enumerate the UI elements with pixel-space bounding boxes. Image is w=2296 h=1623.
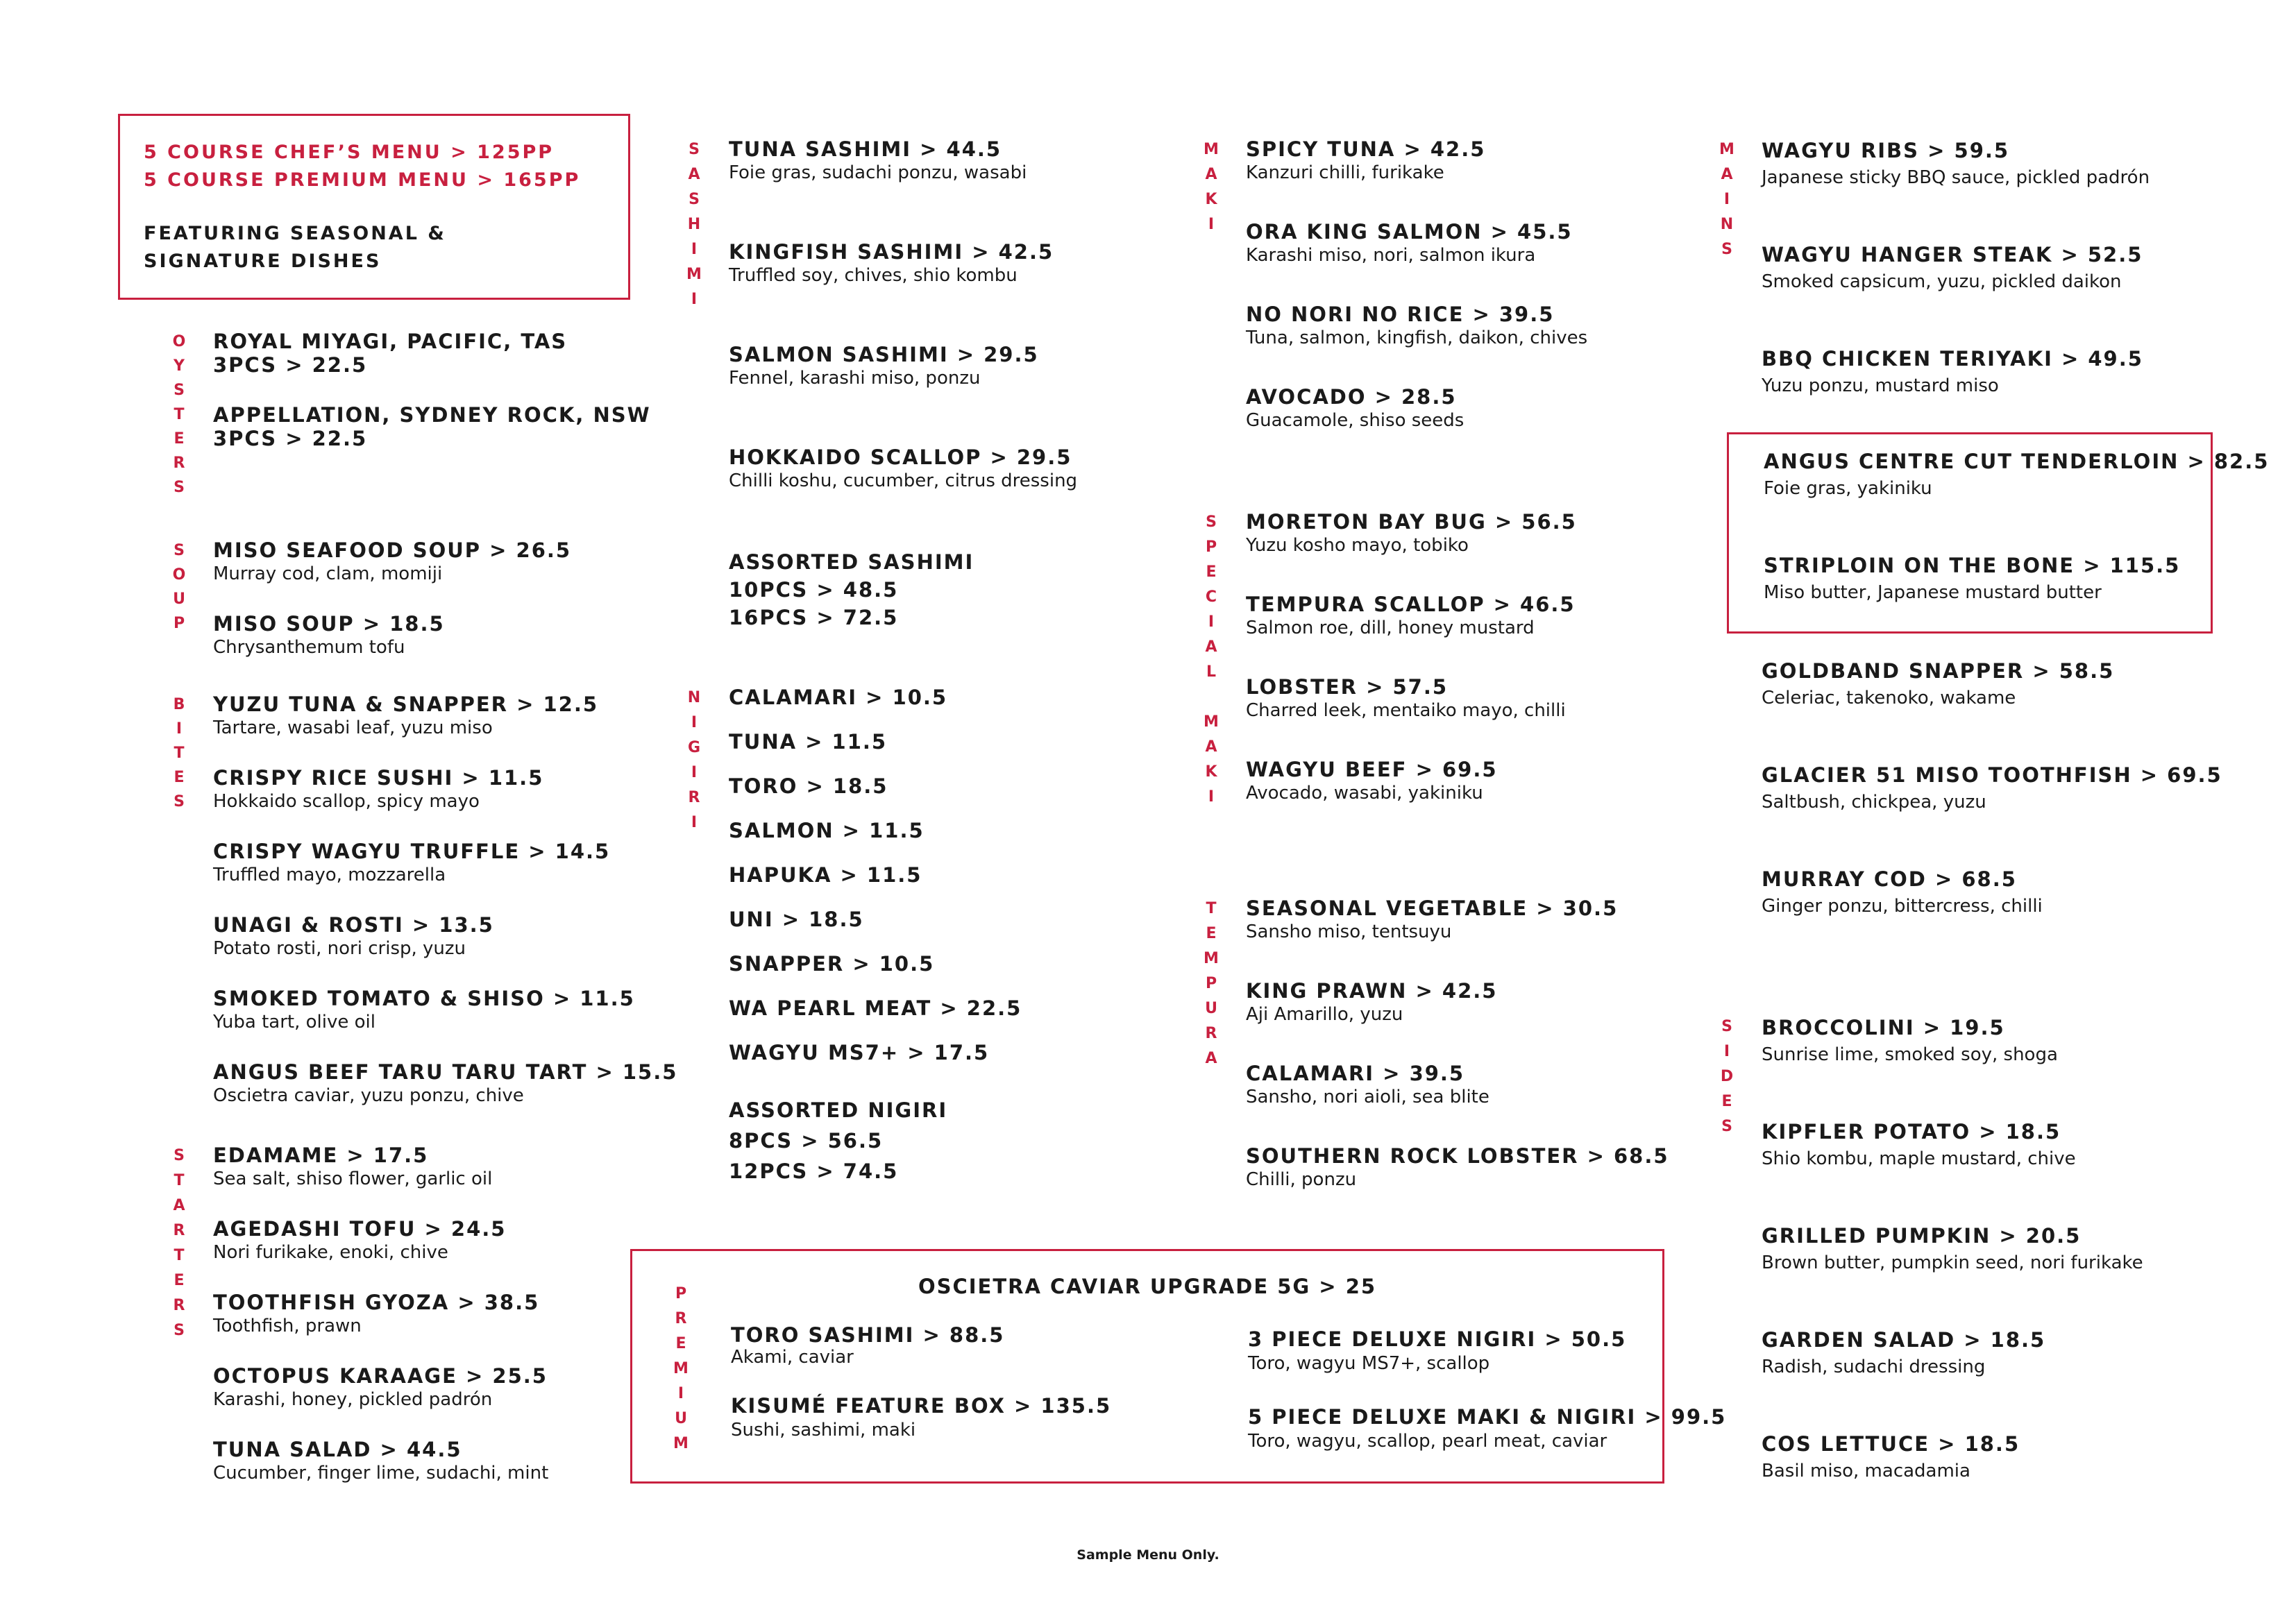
sample-menu-note: Sample Menu Only. xyxy=(1077,1547,1219,1563)
item-name: WAGYU HANGER STEAK > 52.5 xyxy=(1762,243,2143,266)
item-name: BBQ CHICKEN TERIYAKI > 49.5 xyxy=(1762,347,2143,371)
item-name: MORETON BAY BUG > 56.5 xyxy=(1246,510,1577,534)
item-desc: Ginger ponzu, bittercress, chilli xyxy=(1762,896,2043,917)
menu-item xyxy=(1762,1327,2289,1381)
item-desc: Celeriac, takenoko, wakame xyxy=(1762,688,2016,708)
item-name: WAGYU BEEF > 69.5 xyxy=(1246,758,1498,781)
item-desc: Foie gras, sudachi ponzu, wasabi xyxy=(729,162,1027,183)
item-name: ASSORTED SASHIMI xyxy=(729,550,974,574)
menu-item xyxy=(1246,758,1773,805)
item-name: MISO SEAFOOD SOUP > 26.5 xyxy=(213,538,572,562)
item-desc: Akami, caviar xyxy=(731,1347,854,1368)
item-desc: Charred leek, mentaiko mayo, chilli xyxy=(1246,700,1566,721)
section-label-sashimi: S A S H I M I xyxy=(686,141,702,308)
menu-item xyxy=(1248,1327,1775,1376)
section-label-special-maki: S P E C I A L M A K I xyxy=(1204,513,1219,806)
menu-item xyxy=(1762,1223,2289,1277)
item-desc: Sea salt, shiso flower, garlic oil xyxy=(213,1169,493,1189)
item-name: WAGYU RIBS > 59.5 xyxy=(1762,139,2010,162)
menu-item xyxy=(1246,675,1773,722)
menu-item xyxy=(213,1144,741,1191)
item-name: 3 PIECE DELUXE NIGIRI > 50.5 xyxy=(1248,1327,1627,1351)
section-label-sides: S I D E S xyxy=(1720,1018,1734,1135)
menu-item xyxy=(1246,979,1773,1026)
menu-item xyxy=(213,1060,741,1107)
menu-item xyxy=(729,343,1256,390)
menu-item xyxy=(1762,241,2289,296)
featuring-line: FEATURING SEASONAL & xyxy=(144,223,446,244)
item-desc: Basil miso, macadamia xyxy=(1762,1461,1970,1481)
nigiri-item: WAGYU MS7+ > 17.5 xyxy=(729,1041,990,1064)
menu-item xyxy=(213,766,741,813)
menu-item xyxy=(1762,1431,2289,1485)
item-desc: Chilli, ponzu xyxy=(1246,1169,1357,1190)
item-option: 8PCS > 56.5 xyxy=(729,1129,884,1153)
nigiri-item: HAPUKA > 11.5 xyxy=(729,863,922,887)
section-label-soup: S O U P xyxy=(172,542,186,632)
item-name: SOUTHERN ROCK LOBSTER > 68.5 xyxy=(1246,1144,1669,1168)
item-name: NO NORI NO RICE > 39.5 xyxy=(1246,303,1555,326)
nigiri-item: TUNA > 11.5 xyxy=(729,730,888,754)
section-label-tempura: T E M P U R A xyxy=(1204,900,1219,1067)
menu-item xyxy=(213,403,741,450)
nigiri-item: WA PEARL MEAT > 22.5 xyxy=(729,996,1022,1020)
item-name: GLACIER 51 MISO TOOTHFISH > 69.5 xyxy=(1762,763,2222,787)
section-label-starters: S T A R T E R S xyxy=(173,1147,185,1339)
item-name: CRISPY RICE SUSHI > 11.5 xyxy=(213,766,544,790)
menu-item xyxy=(1246,220,1773,267)
item-name: GARDEN SALAD > 18.5 xyxy=(1762,1328,2046,1352)
menu-item xyxy=(213,840,741,887)
item-name: SPICY TUNA > 42.5 xyxy=(1246,137,1486,161)
item-name: ANGUS CENTRE CUT TENDERLOIN > 82.5 xyxy=(1764,450,2270,473)
menu-item xyxy=(213,330,741,377)
item-name: COS LETTUCE > 18.5 xyxy=(1762,1432,2020,1456)
section-label-nigiri: N I G I R I xyxy=(687,689,701,831)
menu-item-assorted-nigiri xyxy=(729,1095,1256,1187)
item-name: BROCCOLINI > 19.5 xyxy=(1762,1016,2005,1039)
item-name: AVOCADO > 28.5 xyxy=(1246,385,1457,409)
section-label-bites: B I T E S xyxy=(173,696,185,810)
item-desc: Brown butter, pumpkin seed, nori furikake xyxy=(1762,1252,2143,1273)
item-name: MURRAY COD > 68.5 xyxy=(1762,867,2017,891)
item-desc: Saltbush, chickpea, yuzu xyxy=(1762,792,1986,813)
item-name: KIPFLER POTATO > 18.5 xyxy=(1762,1120,2061,1144)
item-name: UNAGI & ROSTI > 13.5 xyxy=(213,913,494,937)
item-desc: Chilli koshu, cucumber, citrus dressing xyxy=(729,470,1078,491)
item-name: TUNA SALAD > 44.5 xyxy=(213,1438,462,1461)
caviar-upgrade-box xyxy=(630,1249,1727,1484)
item-desc: Sansho, nori aioli, sea blite xyxy=(1246,1087,1489,1107)
premium-cuts-box xyxy=(1727,432,2270,634)
item-name: ROYAL MIYAGI, PACIFIC, TAS xyxy=(213,330,568,353)
item-desc: Tuna, salmon, kingfish, daikon, chives xyxy=(1246,328,1588,348)
nigiri-item: SALMON > 11.5 xyxy=(729,819,925,842)
menu-item xyxy=(1764,448,2291,502)
menu-item xyxy=(1762,1014,2289,1069)
item-price: 3PCS > 22.5 xyxy=(213,353,368,377)
section-label-premium: P R E M I U M xyxy=(673,1285,689,1452)
caviar-upgrade-title: OSCIETRA CAVIAR UPGRADE 5G > 25 xyxy=(918,1275,1377,1298)
item-desc: Shio kombu, maple mustard, chive xyxy=(1762,1148,2076,1169)
menu-item xyxy=(1248,1405,1775,1454)
item-name: TUNA SASHIMI > 44.5 xyxy=(729,137,1002,161)
item-desc: Tartare, wasabi leaf, yuzu miso xyxy=(213,717,493,738)
menu-item xyxy=(1764,552,2291,606)
nigiri-item: SNAPPER > 10.5 xyxy=(729,952,935,976)
menu-item xyxy=(1246,303,1773,350)
item-name: LOBSTER > 57.5 xyxy=(1246,675,1449,699)
menu-item xyxy=(731,1394,1258,1443)
item-desc: Radish, sudachi dressing xyxy=(1762,1357,1986,1377)
item-option: 12PCS > 74.5 xyxy=(729,1159,899,1183)
item-desc: Sunrise lime, smoked soy, shoga xyxy=(1762,1044,2058,1065)
menu-item xyxy=(1762,137,2289,192)
menu-item xyxy=(1762,346,2289,400)
item-name: TOOTHFISH GYOZA > 38.5 xyxy=(213,1291,540,1314)
item-desc: Fennel, karashi miso, ponzu xyxy=(729,368,981,389)
item-desc: Truffled soy, chives, shio kombu xyxy=(729,265,1018,286)
item-desc: Truffled mayo, mozzarella xyxy=(213,865,446,885)
menu-item xyxy=(1246,1144,1773,1191)
item-name: GOLDBAND SNAPPER > 58.5 xyxy=(1762,659,2115,683)
menu-item xyxy=(731,1323,1258,1368)
item-name: STRIPLOIN ON THE BONE > 115.5 xyxy=(1764,554,2181,577)
menu-item xyxy=(213,692,741,740)
chef-menu-box xyxy=(118,114,630,300)
menu-item xyxy=(729,240,1256,287)
item-desc: Sansho miso, tentsuyu xyxy=(1246,921,1452,942)
menu-item xyxy=(1762,658,2289,712)
item-name: HOKKAIDO SCALLOP > 29.5 xyxy=(729,445,1072,469)
menu-item xyxy=(1762,1119,2289,1173)
menu-item xyxy=(1246,897,1773,944)
item-name: ANGUS BEEF TARU TARU TART > 15.5 xyxy=(213,1060,678,1084)
menu-item xyxy=(213,913,741,960)
menu-item xyxy=(729,445,1256,493)
item-desc: Karashi, honey, pickled padrón xyxy=(213,1389,493,1410)
menu-item xyxy=(213,538,741,586)
menu-item xyxy=(213,987,741,1034)
item-price: 3PCS > 22.5 xyxy=(213,427,368,450)
item-desc: Smoked capsicum, yuzu, pickled daikon xyxy=(1762,271,2122,292)
item-name: ASSORTED NIGIRI xyxy=(729,1098,948,1122)
item-name: YUZU TUNA & SNAPPER > 12.5 xyxy=(213,692,599,716)
item-desc: Japanese sticky BBQ sauce, pickled padrón xyxy=(1762,167,2150,188)
menu-item xyxy=(1762,762,2289,816)
item-desc: Kanzuri chilli, furikake xyxy=(1246,162,1444,183)
item-desc: Cucumber, finger lime, sudachi, mint xyxy=(213,1463,549,1484)
item-desc: Yuzu kosho mayo, tobiko xyxy=(1246,535,1469,556)
item-name: KINGFISH SASHIMI > 42.5 xyxy=(729,240,1054,264)
item-desc: Nori furikake, enoki, chive xyxy=(213,1242,448,1263)
item-desc: Guacamole, shiso seeds xyxy=(1246,410,1464,431)
item-name: ORA KING SALMON > 45.5 xyxy=(1246,220,1573,244)
item-name: SMOKED TOMATO & SHISO > 11.5 xyxy=(213,987,635,1010)
item-desc: Sushi, sashimi, maki xyxy=(731,1420,916,1441)
menu-item-assorted-sashimi xyxy=(729,548,1256,631)
item-desc: Toro, wagyu MS7+, scallop xyxy=(1248,1353,1490,1374)
item-name: GRILLED PUMPKIN > 20.5 xyxy=(1762,1224,2082,1248)
item-desc: Hokkaido scallop, spicy mayo xyxy=(213,791,480,812)
item-name: SALMON SASHIMI > 29.5 xyxy=(729,343,1039,366)
item-name: EDAMAME > 17.5 xyxy=(213,1144,429,1167)
signature-line: SIGNATURE DISHES xyxy=(144,250,382,272)
item-desc: Potato rosti, nori crisp, yuzu xyxy=(213,938,466,959)
item-name: SEASONAL VEGETABLE > 30.5 xyxy=(1246,897,1619,920)
chef-menu-line: 5 COURSE CHEF’S MENU > 125PP xyxy=(144,142,555,163)
menu-item xyxy=(213,612,741,659)
item-desc: Murray cod, clam, momiji xyxy=(213,563,443,584)
item-desc: Toothfish, prawn xyxy=(213,1316,362,1336)
item-name: CALAMARI > 39.5 xyxy=(1246,1062,1465,1085)
nigiri-item: UNI > 18.5 xyxy=(729,908,864,931)
premium-menu-line: 5 COURSE PREMIUM MENU > 165PP xyxy=(144,169,581,191)
section-label-maki: M A K I xyxy=(1204,141,1219,233)
menu-item xyxy=(1246,510,1773,557)
item-name: TORO SASHIMI > 88.5 xyxy=(731,1323,1005,1347)
item-name: KISUMÉ FEATURE BOX > 135.5 xyxy=(731,1394,1112,1418)
menu-item xyxy=(1246,385,1773,432)
nigiri-item: CALAMARI > 10.5 xyxy=(729,686,948,709)
item-desc: Yuba tart, olive oil xyxy=(213,1012,375,1033)
section-label-oysters: O Y S T E R S xyxy=(172,333,186,496)
nigiri-item: TORO > 18.5 xyxy=(729,774,888,798)
menu-item xyxy=(1246,137,1773,185)
menu-item xyxy=(729,137,1256,185)
item-name: AGEDASHI TOFU > 24.5 xyxy=(213,1217,507,1241)
item-desc: Oscietra caviar, yuzu ponzu, chive xyxy=(213,1085,524,1106)
item-desc: Chrysanthemum tofu xyxy=(213,637,405,658)
item-desc: Aji Amarillo, yuzu xyxy=(1246,1004,1403,1025)
item-name: TEMPURA SCALLOP > 46.5 xyxy=(1246,593,1576,616)
item-option: 16PCS > 72.5 xyxy=(729,606,899,629)
item-name: CRISPY WAGYU TRUFFLE > 14.5 xyxy=(213,840,611,863)
menu-item xyxy=(1762,866,2289,920)
item-name: 5 PIECE DELUXE MAKI & NIGIRI > 99.5 xyxy=(1248,1405,1727,1429)
item-desc: Toro, wagyu, scallop, pearl meat, caviar xyxy=(1248,1431,1607,1452)
item-name: KING PRAWN > 42.5 xyxy=(1246,979,1498,1003)
item-option: 10PCS > 48.5 xyxy=(729,578,899,602)
item-name: OCTOPUS KARAAGE > 25.5 xyxy=(213,1364,548,1388)
menu-item xyxy=(1246,593,1773,640)
item-desc: Salmon roe, dill, honey mustard xyxy=(1246,618,1535,638)
menu-item xyxy=(1246,1062,1773,1109)
item-name: MISO SOUP > 18.5 xyxy=(213,612,445,636)
item-desc: Karashi miso, nori, salmon ikura xyxy=(1246,245,1536,266)
section-label-mains: M A I N S xyxy=(1719,141,1734,258)
item-desc: Avocado, wasabi, yakiniku xyxy=(1246,783,1483,804)
item-desc: Yuzu ponzu, mustard miso xyxy=(1762,375,1999,396)
item-desc: Foie gras, yakiniku xyxy=(1764,478,1932,499)
item-desc: Miso butter, Japanese mustard butter xyxy=(1764,582,2102,603)
item-name: APPELLATION, SYDNEY ROCK, NSW xyxy=(213,403,651,427)
